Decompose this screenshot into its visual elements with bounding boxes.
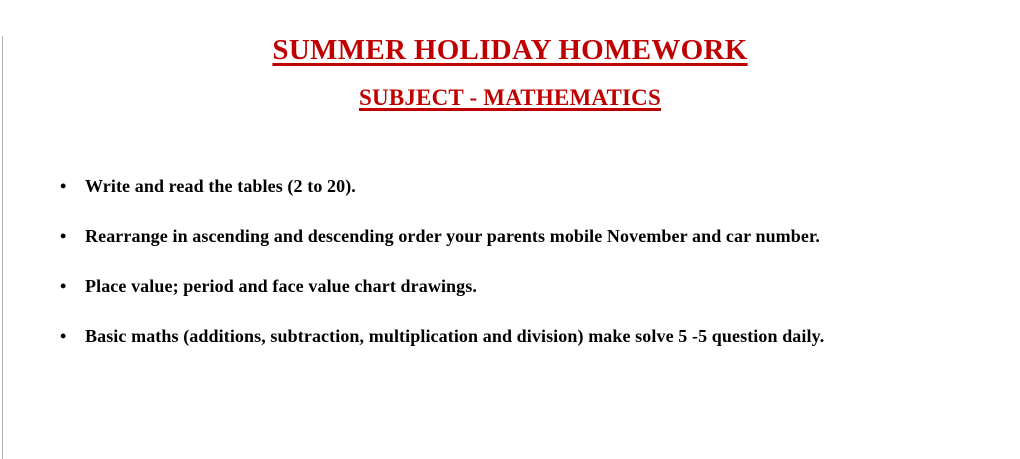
list-item [60, 277, 980, 295]
list-item [60, 177, 980, 195]
page-edge-divider [2, 36, 3, 459]
page-subtitle: SUBJECT - MATHEMATICS [359, 85, 661, 110]
homework-list [0, 177, 1020, 345]
bullet-icon: • [60, 326, 67, 346]
list-item-text: Basic maths (additions, subtraction, multiplication and division) make solve 5 -5 question daily. [85, 326, 825, 346]
page-title: SUMMER HOLIDAY HOMEWORK [272, 34, 748, 66]
list-item-text: Place value; period and face value chart drawings. [85, 276, 477, 296]
document-page [0, 36, 1020, 459]
list-item [60, 327, 980, 345]
bullet-icon: • [60, 276, 67, 296]
list-item-text: Rearrange in ascending and descending order your parents mobile November and car number. [85, 226, 821, 246]
bullet-icon: • [60, 176, 67, 196]
list-item [60, 227, 980, 245]
bullet-icon: • [60, 226, 67, 246]
list-item-text: Write and read the tables (2 to 20). [85, 176, 356, 196]
